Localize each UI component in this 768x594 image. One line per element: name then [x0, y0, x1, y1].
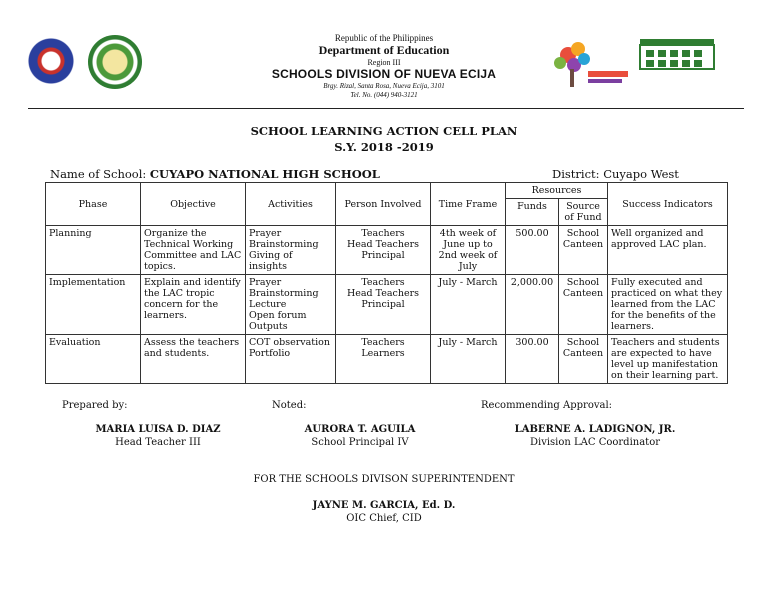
funds-cell: 500.00 — [506, 226, 559, 275]
address-line: Brgy. Rizal, Santa Rosa, Nueva Ecija, 3101 — [323, 82, 445, 90]
person-cell-line: Teachers — [361, 337, 405, 348]
document-title: SCHOOL LEARNING ACTION CELL PLAN — [250, 124, 518, 138]
republic-line: Republic of the Philippines — [334, 33, 434, 43]
school-year: S.Y. 2018 -2019 — [334, 140, 434, 154]
funds-cell: 300.00 — [506, 335, 559, 384]
activities-cell-line: Brainstorming — [249, 288, 319, 299]
objective-cell: Assess the teachers and students. — [141, 335, 246, 384]
person-cell-line: Teachers — [361, 277, 405, 288]
noted-position: School Principal IV — [311, 437, 409, 448]
person-cell-line: Head Teachers — [346, 288, 420, 299]
header-activities: Activities — [246, 183, 336, 226]
header-funds: Funds — [506, 199, 559, 226]
time-frame-cell: 4th week of June up to 2nd week of July — [431, 226, 506, 275]
recommending-name: LABERNE A. LADIGNON, JR. — [514, 424, 676, 435]
header-success-indicators: Success Indicators — [608, 183, 728, 226]
activities-cell-line: Portfolio — [249, 348, 291, 359]
recommending-position: Division LAC Coordinator — [529, 437, 661, 448]
school-label: Name of School: — [50, 167, 147, 181]
source-cell: School Canteen — [559, 226, 608, 275]
phase-cell: Planning — [46, 226, 141, 275]
phase-cell: Implementation — [46, 275, 141, 335]
table-row — [46, 226, 728, 275]
district-row — [552, 167, 679, 181]
prepared-by-label: Prepared by: — [62, 400, 128, 411]
activities-cell-line: Giving of insights — [249, 250, 293, 272]
person-cell — [336, 335, 431, 384]
time-frame-cell: July - March — [431, 335, 506, 384]
table-row — [46, 275, 728, 335]
activities-cell-line: Prayer — [249, 228, 282, 239]
activities-cell — [246, 335, 336, 384]
activities-cell-line: Open forum — [249, 310, 307, 321]
superintendent-line: FOR THE SCHOOLS DIVISON SUPERINTENDENT — [253, 474, 515, 485]
person-cell-line: Learners — [361, 348, 405, 359]
telephone-line: Tel. No. (044) 940-3121 — [350, 91, 418, 99]
school-value: CUYAPO NATIONAL HIGH SCHOOL — [149, 167, 380, 181]
activities-cell — [246, 226, 336, 275]
deped-seal-icon — [27, 37, 75, 85]
district-label: District: — [552, 167, 600, 181]
department-name: Department of Education — [318, 43, 450, 57]
division-seal-icon — [88, 35, 142, 89]
header-time-frame: Time Frame — [431, 183, 506, 226]
source-cell: School Canteen — [559, 275, 608, 335]
school-name-row — [50, 167, 380, 181]
header-resources: Resources — [506, 183, 608, 199]
funds-cell: 2,000.00 — [506, 275, 559, 335]
activities-cell-line: Lecture — [249, 299, 287, 310]
activities-cell-line: Brainstorming — [249, 239, 319, 250]
objective-cell: Organize the Technical Working Committee and LAC topics. — [141, 226, 246, 275]
prepared-by-position: Head Teacher III — [115, 437, 201, 448]
person-cell-line: Principal — [361, 250, 405, 261]
district-value: Cuyapo West — [603, 167, 679, 181]
indicators-cell: Well organized and approved LAC plan. — [608, 226, 728, 275]
recommending-approval-label: Recommending Approval: — [481, 400, 613, 411]
header-divider — [28, 108, 744, 109]
header-person-involved: Person Involved — [336, 183, 431, 226]
phase-cell: Evaluation — [46, 335, 141, 384]
school-building-icon — [638, 37, 716, 71]
person-cell-line: Principal — [361, 299, 405, 310]
header-phase: Phase — [46, 183, 141, 226]
prepared-by-name: MARIA LUISA D. DIAZ — [95, 424, 221, 435]
person-cell — [336, 226, 431, 275]
activities-cell-line: COT observation — [249, 337, 330, 348]
time-frame-cell: July - March — [431, 275, 506, 335]
indicators-cell: Teachers and students are expected to have level up manifestation on their learning part. — [608, 335, 728, 384]
indicators-cell: Fully executed and practiced on what they learned from the LAC for the benefits of the learners. — [608, 275, 728, 335]
activities-cell — [246, 275, 336, 335]
activities-cell-line: Outputs — [249, 321, 288, 332]
table-row — [46, 335, 728, 384]
source-cell: School Canteen — [559, 335, 608, 384]
region-line: Region III — [367, 58, 401, 67]
superintendent-name: JAYNE M. GARCIA, Ed. D. — [312, 500, 456, 511]
person-cell-line: Head Teachers — [346, 239, 420, 250]
objective-cell: Explain and identify the LAC tropic concern for the learners. — [141, 275, 246, 335]
greater-heights-logo-icon — [546, 35, 634, 95]
noted-label: Noted: — [272, 400, 307, 411]
superintendent-position: OIC Chief, CID — [346, 513, 422, 524]
lac-plan-table — [45, 182, 728, 384]
activities-cell-line: Prayer — [249, 277, 282, 288]
division-name: SCHOOLS DIVISION OF NUEVA ECIJA — [271, 67, 497, 81]
noted-name: AURORA T. AGUILA — [304, 424, 416, 435]
header-objective: Objective — [141, 183, 246, 226]
person-cell — [336, 275, 431, 335]
person-cell-line: Teachers — [361, 228, 405, 239]
header-source-of-fund: Source of Fund — [559, 199, 608, 226]
